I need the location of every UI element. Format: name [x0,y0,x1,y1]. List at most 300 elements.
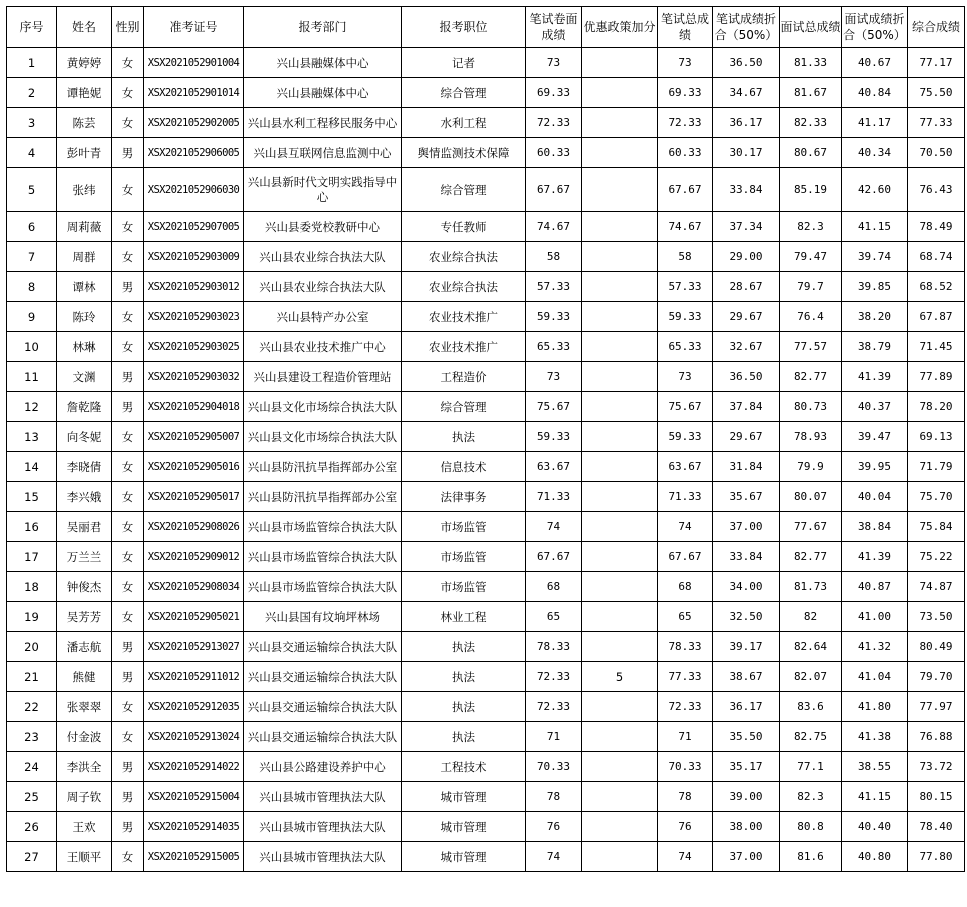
cell-gender: 女 [112,542,144,572]
table-row [7,242,965,272]
cell-name: 万兰兰 [57,542,112,572]
table-row [7,722,965,752]
table-row [7,812,965,842]
cell-bonus [582,78,658,108]
cell-written-total: 67.67 [658,168,713,212]
header-interview-half: 面试成绩折合（50%） [842,7,908,48]
cell-seq: 8 [7,272,57,302]
cell-ticket: XSX2021052903009 [144,242,244,272]
cell-ticket: XSX2021052903012 [144,272,244,302]
cell-written-raw: 74.67 [526,212,582,242]
score-table [6,6,965,872]
cell-written-total: 73 [658,48,713,78]
cell-interview-total: 82 [780,602,842,632]
cell-gender: 女 [112,572,144,602]
cell-position: 执法 [402,662,526,692]
cell-written-total: 58 [658,242,713,272]
cell-dept: 兴山县融媒体中心 [244,48,402,78]
cell-name: 张纬 [57,168,112,212]
table-row [7,692,965,722]
cell-written-total: 72.33 [658,108,713,138]
cell-dept: 兴山县市场监管综合执法大队 [244,512,402,542]
cell-seq: 14 [7,452,57,482]
cell-position: 工程技术 [402,752,526,782]
cell-interview-half: 40.84 [842,78,908,108]
cell-written-total: 65.33 [658,332,713,362]
cell-written-total: 73 [658,362,713,392]
cell-written-total: 72.33 [658,692,713,722]
cell-name: 熊健 [57,662,112,692]
cell-bonus [582,842,658,872]
cell-seq: 27 [7,842,57,872]
cell-ticket: XSX2021052905017 [144,482,244,512]
table-row [7,272,965,302]
cell-final: 75.22 [908,542,965,572]
cell-seq: 17 [7,542,57,572]
cell-final: 75.84 [908,512,965,542]
cell-seq: 16 [7,512,57,542]
cell-bonus [582,812,658,842]
table-row [7,662,965,692]
cell-interview-total: 81.6 [780,842,842,872]
cell-written-half: 35.17 [713,752,780,782]
cell-interview-total: 82.77 [780,542,842,572]
cell-written-raw: 67.67 [526,168,582,212]
cell-seq: 26 [7,812,57,842]
cell-bonus [582,332,658,362]
cell-dept: 兴山县公路建设养护中心 [244,752,402,782]
cell-written-raw: 72.33 [526,662,582,692]
cell-name: 吴芳芳 [57,602,112,632]
header-position: 报考职位 [402,7,526,48]
cell-ticket: XSX2021052912035 [144,692,244,722]
cell-interview-total: 80.8 [780,812,842,842]
cell-final: 75.50 [908,78,965,108]
header-row [7,7,965,48]
cell-written-total: 70.33 [658,752,713,782]
cell-position: 农业技术推广 [402,332,526,362]
cell-written-half: 36.50 [713,362,780,392]
cell-name: 周子钦 [57,782,112,812]
cell-bonus [582,362,658,392]
cell-written-total: 60.33 [658,138,713,168]
cell-interview-total: 81.67 [780,78,842,108]
cell-written-half: 38.00 [713,812,780,842]
cell-written-total: 77.33 [658,662,713,692]
cell-name: 李洪全 [57,752,112,782]
table-header [7,7,965,48]
cell-ticket: XSX2021052907005 [144,212,244,242]
cell-dept: 兴山县城市管理执法大队 [244,842,402,872]
cell-written-half: 35.67 [713,482,780,512]
cell-dept: 兴山县城市管理执法大队 [244,812,402,842]
cell-interview-half: 38.55 [842,752,908,782]
cell-position: 城市管理 [402,812,526,842]
cell-written-raw: 76 [526,812,582,842]
cell-ticket: XSX2021052915005 [144,842,244,872]
cell-final: 76.88 [908,722,965,752]
cell-written-total: 74.67 [658,212,713,242]
cell-written-half: 38.67 [713,662,780,692]
table-body [7,48,965,872]
cell-final: 71.79 [908,452,965,482]
cell-seq: 18 [7,572,57,602]
cell-written-half: 28.67 [713,272,780,302]
cell-gender: 女 [112,242,144,272]
cell-written-half: 39.17 [713,632,780,662]
cell-gender: 女 [112,78,144,108]
cell-written-total: 69.33 [658,78,713,108]
cell-gender: 女 [112,512,144,542]
cell-seq: 4 [7,138,57,168]
cell-written-raw: 72.33 [526,692,582,722]
cell-gender: 男 [112,138,144,168]
cell-written-half: 33.84 [713,542,780,572]
cell-interview-half: 39.74 [842,242,908,272]
cell-interview-total: 83.6 [780,692,842,722]
cell-interview-total: 81.33 [780,48,842,78]
cell-final: 73.50 [908,602,965,632]
cell-seq: 22 [7,692,57,722]
header-final: 综合成绩 [908,7,965,48]
cell-dept: 兴山县建设工程造价管理站 [244,362,402,392]
cell-bonus [582,242,658,272]
cell-written-total: 71.33 [658,482,713,512]
cell-final: 77.89 [908,362,965,392]
cell-dept: 兴山县农业综合执法大队 [244,242,402,272]
cell-ticket: XSX2021052905016 [144,452,244,482]
cell-dept: 兴山县水利工程移民服务中心 [244,108,402,138]
cell-final: 75.70 [908,482,965,512]
cell-seq: 23 [7,722,57,752]
table-row [7,602,965,632]
cell-written-raw: 57.33 [526,272,582,302]
cell-ticket: XSX2021052913024 [144,722,244,752]
cell-final: 68.74 [908,242,965,272]
cell-interview-total: 82.3 [780,212,842,242]
cell-bonus [582,422,658,452]
cell-seq: 1 [7,48,57,78]
cell-final: 68.52 [908,272,965,302]
cell-position: 执法 [402,422,526,452]
cell-final: 76.43 [908,168,965,212]
cell-interview-half: 39.47 [842,422,908,452]
cell-interview-half: 40.67 [842,48,908,78]
cell-interview-half: 38.84 [842,512,908,542]
cell-position: 农业技术推广 [402,302,526,332]
cell-interview-total: 80.73 [780,392,842,422]
cell-seq: 6 [7,212,57,242]
cell-interview-half: 41.15 [842,782,908,812]
cell-position: 执法 [402,692,526,722]
cell-seq: 12 [7,392,57,422]
cell-written-half: 36.50 [713,48,780,78]
cell-ticket: XSX2021052906005 [144,138,244,168]
cell-final: 78.20 [908,392,965,422]
cell-final: 78.40 [908,812,965,842]
cell-dept: 兴山县防汛抗旱指挥部办公室 [244,452,402,482]
cell-bonus [582,212,658,242]
cell-bonus [582,752,658,782]
cell-name: 潘志航 [57,632,112,662]
cell-written-raw: 58 [526,242,582,272]
cell-gender: 男 [112,632,144,662]
table-row [7,78,965,108]
cell-gender: 女 [112,302,144,332]
table-row [7,482,965,512]
cell-bonus [582,512,658,542]
cell-interview-total: 77.67 [780,512,842,542]
table-row [7,542,965,572]
cell-name: 詹乾隆 [57,392,112,422]
header-ticket: 准考证号 [144,7,244,48]
cell-interview-total: 82.07 [780,662,842,692]
cell-interview-half: 41.39 [842,362,908,392]
cell-dept: 兴山县市场监管综合执法大队 [244,572,402,602]
cell-interview-total: 82.33 [780,108,842,138]
cell-written-total: 57.33 [658,272,713,302]
header-gender: 性别 [112,7,144,48]
cell-written-total: 76 [658,812,713,842]
cell-name: 陈芸 [57,108,112,138]
cell-interview-total: 76.4 [780,302,842,332]
cell-gender: 男 [112,662,144,692]
cell-position: 记者 [402,48,526,78]
cell-position: 专任教师 [402,212,526,242]
cell-gender: 男 [112,752,144,782]
cell-gender: 女 [112,452,144,482]
cell-bonus [582,692,658,722]
cell-interview-total: 80.67 [780,138,842,168]
cell-ticket: XSX2021052906030 [144,168,244,212]
cell-dept: 兴山县特产办公室 [244,302,402,332]
cell-interview-half: 41.15 [842,212,908,242]
cell-name: 周群 [57,242,112,272]
cell-bonus [582,722,658,752]
cell-name: 彭叶青 [57,138,112,168]
cell-seq: 9 [7,302,57,332]
cell-written-raw: 68 [526,572,582,602]
cell-written-raw: 67.67 [526,542,582,572]
cell-final: 80.15 [908,782,965,812]
cell-bonus [582,782,658,812]
cell-interview-half: 41.39 [842,542,908,572]
cell-interview-half: 40.80 [842,842,908,872]
cell-final: 70.50 [908,138,965,168]
cell-seq: 13 [7,422,57,452]
cell-position: 市场监管 [402,542,526,572]
cell-final: 79.70 [908,662,965,692]
header-name: 姓名 [57,7,112,48]
cell-written-raw: 69.33 [526,78,582,108]
table-row [7,332,965,362]
header-written-half: 笔试成绩折合（50%） [713,7,780,48]
cell-interview-half: 41.00 [842,602,908,632]
table-row [7,572,965,602]
cell-ticket: XSX2021052913027 [144,632,244,662]
cell-position: 法律事务 [402,482,526,512]
cell-final: 69.13 [908,422,965,452]
cell-written-raw: 71 [526,722,582,752]
cell-interview-half: 40.87 [842,572,908,602]
cell-ticket: XSX2021052901014 [144,78,244,108]
table-row [7,512,965,542]
cell-position: 市场监管 [402,572,526,602]
cell-written-raw: 65.33 [526,332,582,362]
cell-final: 77.97 [908,692,965,722]
cell-interview-half: 41.17 [842,108,908,138]
cell-written-half: 39.00 [713,782,780,812]
cell-name: 谭艳妮 [57,78,112,108]
cell-ticket: XSX2021052902005 [144,108,244,138]
cell-written-raw: 73 [526,48,582,78]
cell-seq: 24 [7,752,57,782]
cell-ticket: XSX2021052911012 [144,662,244,692]
cell-dept: 兴山县融媒体中心 [244,78,402,108]
cell-gender: 男 [112,392,144,422]
cell-dept: 兴山县交通运输综合执法大队 [244,722,402,752]
cell-dept: 兴山县国有坟垧坪林场 [244,602,402,632]
cell-position: 综合管理 [402,168,526,212]
cell-gender: 女 [112,48,144,78]
cell-final: 67.87 [908,302,965,332]
cell-interview-total: 82.64 [780,632,842,662]
cell-seq: 20 [7,632,57,662]
table-row [7,422,965,452]
cell-written-half: 36.17 [713,108,780,138]
cell-dept: 兴山县互联网信息监测中心 [244,138,402,168]
cell-written-half: 33.84 [713,168,780,212]
cell-interview-half: 41.32 [842,632,908,662]
table-row [7,168,965,212]
cell-ticket: XSX2021052914035 [144,812,244,842]
cell-position: 工程造价 [402,362,526,392]
cell-gender: 女 [112,108,144,138]
cell-position: 综合管理 [402,392,526,422]
cell-gender: 男 [112,812,144,842]
cell-position: 水利工程 [402,108,526,138]
cell-name: 钟俊杰 [57,572,112,602]
cell-name: 吴丽君 [57,512,112,542]
cell-bonus [582,392,658,422]
cell-bonus [582,138,658,168]
cell-name: 王顺平 [57,842,112,872]
cell-interview-total: 79.7 [780,272,842,302]
cell-bonus [582,168,658,212]
cell-interview-total: 77.1 [780,752,842,782]
cell-final: 71.45 [908,332,965,362]
cell-name: 陈玲 [57,302,112,332]
cell-gender: 男 [112,782,144,812]
cell-final: 77.17 [908,48,965,78]
table-row [7,632,965,662]
cell-bonus [582,542,658,572]
cell-interview-half: 38.79 [842,332,908,362]
cell-bonus [582,108,658,138]
table-row [7,108,965,138]
table-row [7,302,965,332]
cell-interview-total: 82.3 [780,782,842,812]
cell-dept: 兴山县新时代文明实践指导中心 [244,168,402,212]
table-row [7,782,965,812]
header-bonus: 优惠政策加分 [582,7,658,48]
cell-name: 周莉薇 [57,212,112,242]
cell-position: 综合管理 [402,78,526,108]
cell-interview-half: 41.04 [842,662,908,692]
cell-dept: 兴山县农业技术推广中心 [244,332,402,362]
cell-written-total: 67.67 [658,542,713,572]
cell-name: 李兴娥 [57,482,112,512]
cell-position: 农业综合执法 [402,242,526,272]
cell-written-raw: 59.33 [526,422,582,452]
cell-interview-half: 40.34 [842,138,908,168]
cell-name: 向冬妮 [57,422,112,452]
cell-written-half: 37.84 [713,392,780,422]
cell-position: 城市管理 [402,842,526,872]
cell-bonus [582,452,658,482]
cell-interview-total: 82.77 [780,362,842,392]
cell-gender: 女 [112,482,144,512]
cell-interview-half: 39.95 [842,452,908,482]
cell-interview-total: 78.93 [780,422,842,452]
cell-final: 78.49 [908,212,965,242]
header-dept: 报考部门 [244,7,402,48]
cell-name: 文渊 [57,362,112,392]
cell-seq: 19 [7,602,57,632]
cell-bonus: 5 [582,662,658,692]
cell-written-half: 29.67 [713,422,780,452]
cell-position: 信息技术 [402,452,526,482]
cell-written-half: 37.00 [713,842,780,872]
cell-name: 黄婷婷 [57,48,112,78]
cell-dept: 兴山县市场监管综合执法大队 [244,542,402,572]
cell-interview-total: 85.19 [780,168,842,212]
cell-gender: 男 [112,362,144,392]
cell-ticket: XSX2021052908026 [144,512,244,542]
cell-written-raw: 75.67 [526,392,582,422]
cell-dept: 兴山县交通运输综合执法大队 [244,692,402,722]
cell-bonus [582,48,658,78]
cell-dept: 兴山县交通运输综合执法大队 [244,662,402,692]
cell-interview-half: 42.60 [842,168,908,212]
cell-seq: 15 [7,482,57,512]
header-seq: 序号 [7,7,57,48]
cell-written-half: 30.17 [713,138,780,168]
table-row [7,842,965,872]
cell-bonus [582,602,658,632]
cell-name: 谭林 [57,272,112,302]
cell-written-total: 75.67 [658,392,713,422]
cell-ticket: XSX2021052905007 [144,422,244,452]
cell-dept: 兴山县文化市场综合执法大队 [244,392,402,422]
cell-written-half: 29.67 [713,302,780,332]
cell-written-total: 65 [658,602,713,632]
table-row [7,452,965,482]
cell-ticket: XSX2021052903032 [144,362,244,392]
cell-written-raw: 70.33 [526,752,582,782]
cell-written-total: 78 [658,782,713,812]
cell-written-raw: 74 [526,842,582,872]
cell-ticket: XSX2021052901004 [144,48,244,78]
cell-interview-total: 77.57 [780,332,842,362]
cell-gender: 女 [112,212,144,242]
cell-interview-total: 79.47 [780,242,842,272]
cell-interview-total: 79.9 [780,452,842,482]
cell-written-raw: 60.33 [526,138,582,168]
cell-bonus [582,302,658,332]
cell-bonus [582,272,658,302]
cell-written-half: 36.17 [713,692,780,722]
